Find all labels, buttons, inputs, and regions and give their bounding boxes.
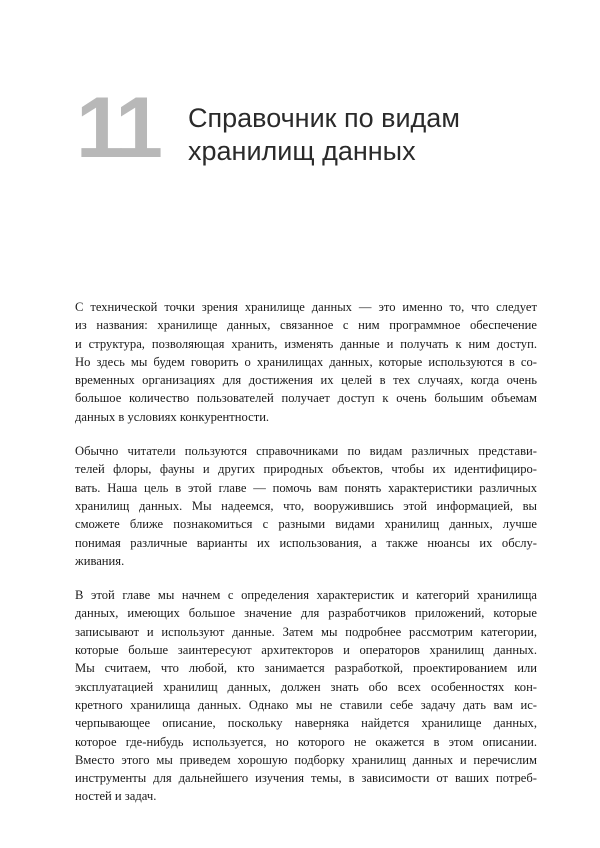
- paragraph: [75, 298, 537, 426]
- chapter-body: [75, 298, 537, 822]
- text-line: В этой главе мы начнем с определения характеристик и категорий хранилища: [75, 588, 537, 603]
- text-line: Мы считаем, что любой, кто занимается разработкой, проектированием или: [75, 661, 537, 676]
- text-line: которые больше заинтересуют архитекторов и операторов хранилищ данных.: [75, 643, 537, 658]
- chapter-title-line: хранилищ данных: [188, 136, 416, 166]
- text-line: данных, имеющих большое значение для разработчиков приложений, которые: [75, 606, 537, 621]
- text-line: кретного хранилища данных. Однако мы не ставили себе задачу дать вам ис-: [75, 697, 537, 712]
- text-line: ностей и задач.: [75, 789, 157, 804]
- text-line: данных в условиях конкурентности.: [75, 409, 270, 424]
- text-line: из названия: хранилище данных, связанное с ним программное обеспечение: [75, 318, 537, 333]
- text-line: которое где-нибудь используется, но которого не окажется в этом описании.: [75, 734, 537, 749]
- text-line: хранилищ данных. Мы надеемся, что, вооружившись этой информацией, вы: [75, 498, 537, 513]
- text-line: живания.: [75, 553, 125, 568]
- text-line: временных организациях для достижения их целей в тех случаях, когда очень: [75, 373, 537, 388]
- text-line: С технической точки зрения хранилище данных — это именно то, что следует: [75, 300, 537, 314]
- text-line: Обычно читатели пользуются справочниками по видам различных представи-: [75, 444, 537, 459]
- text-line: телей флоры, фауны и других природных объектов, чтобы их идентифициро-: [75, 462, 537, 477]
- text-line: эксплуатацией хранилищ данных, должен знать обо всех особенностях кон-: [75, 679, 537, 694]
- text-line: большое количество пользователей получает доступ к очень большим объемам: [75, 391, 537, 406]
- text-line: понимая различные варианты их использования, а также нюансы их обслу-: [75, 535, 537, 550]
- text-line: сможете ближе познакомиться с разными видами хранилищ данных, лучше: [75, 517, 537, 532]
- paragraph: [75, 586, 537, 806]
- text-line: Но здесь мы будем говорить о хранилищах данных, которые используются в со-: [75, 354, 537, 369]
- text-line: вать. Наша цель в этой главе — помочь вам понять характеристики различных: [75, 480, 537, 495]
- text-line: черпывающее описание, поскольку наверняка найдется хранилище данных,: [75, 716, 537, 731]
- chapter-title: [188, 102, 528, 168]
- text-line: и структура, позволяющая хранить, изменять данные и получать к ним доступ.: [75, 336, 537, 351]
- text-line: Вместо этого мы приведем хорошую подборку хранилищ данных и перечислим: [75, 752, 537, 767]
- chapter-number: 11: [76, 80, 159, 176]
- chapter-title-line: Справочник по видам: [188, 103, 460, 133]
- paragraph: [75, 442, 537, 570]
- text-line: записывают и используют данные. Затем мы подробнее рассмотрим категории,: [75, 624, 537, 639]
- text-line: инструменты для дальнейшего изучения темы, в зависимости от ваших потреб-: [75, 771, 537, 786]
